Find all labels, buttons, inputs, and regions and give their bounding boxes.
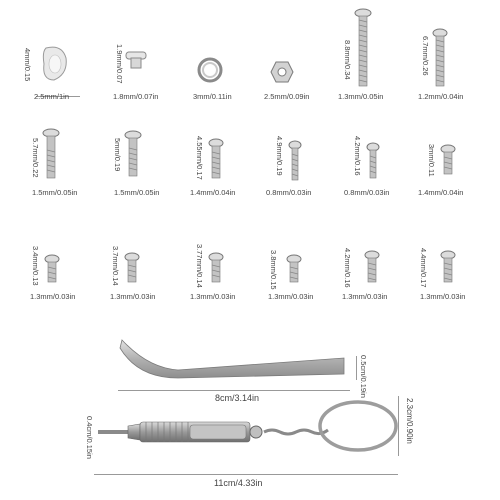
nose-pad-width: 2.5mm/1in <box>34 92 70 101</box>
screw-3-height: 3mm/0.11 <box>427 144 436 177</box>
long-screw-a-height: 8.8mm/0.34 <box>343 40 352 80</box>
screw-5-7-icon <box>42 128 60 180</box>
nose-pad-height: 4mm/0.15 <box>23 48 32 82</box>
screwdriver-tip-size: 0.4cm/0.15in <box>85 416 94 459</box>
tweezer-length: 8cm/3.14in <box>215 393 260 403</box>
screw-5-height: 5mm/0.19 <box>113 138 122 172</box>
screw-5-icon <box>124 130 142 178</box>
long-screw-b-height: 6.7mm/0.26 <box>421 36 430 76</box>
screw-5-7-height: 5.7mm/0.22 <box>31 138 40 178</box>
screw-4-4-icon <box>440 250 456 284</box>
screw-4-4-height: 4.4mm/0.17 <box>419 248 428 288</box>
screw-4-2b-height: 4.2mm/0.16 <box>343 248 352 288</box>
screw-3-7-icon <box>124 252 140 284</box>
screw-3-8-height: 3.8mm/0.15 <box>269 250 278 290</box>
screw-5-width: 1.5mm/0.05in <box>114 188 160 197</box>
screw-3-icon <box>440 144 456 176</box>
hex-nut-icon <box>270 60 294 84</box>
screwdriver-length: 11cm/4.33in <box>214 478 263 488</box>
screwdriver-icon <box>96 400 406 472</box>
screw-3-4-width: 1.3mm/0.03in <box>30 292 76 301</box>
screw-3-77-icon <box>208 252 224 284</box>
screw-4-55-width: 1.4mm/0.04in <box>190 188 236 197</box>
screw-3-width: 1.4mm/0.04in <box>418 188 464 197</box>
tweezer-thickness: 0.5cm/0.19in <box>359 355 368 398</box>
hex-nut-width: 2.5mm/0.09in <box>264 92 310 101</box>
screw-4-2-width: 0.8mm/0.03in <box>344 188 390 197</box>
spring-coil-icon <box>196 56 224 84</box>
long-screw-a-width: 1.3mm/0.05in <box>338 92 384 101</box>
washer-cap-height: 1.9mm/0.07 <box>115 44 124 84</box>
nose-pad-icon <box>38 44 72 84</box>
screw-4-9-width: 0.8mm/0.03in <box>266 188 312 197</box>
screw-4-2b-width: 1.3mm/0.03in <box>342 292 388 301</box>
screw-4-9-height: 4.9mm/0.19 <box>275 136 284 176</box>
screw-3-77-height: 3.77mm/0.14 <box>195 244 204 288</box>
screw-3-7-height: 3.7mm/0.14 <box>111 246 120 286</box>
tweezer-icon <box>118 338 348 382</box>
screw-4-2-height: 4.2mm/0.16 <box>353 136 362 176</box>
long-screw-b-icon <box>432 28 448 88</box>
washer-cap-width: 1.8mm/0.07in <box>113 92 159 101</box>
washer-cap-icon <box>124 48 148 74</box>
keyring-size: 2.3cm/0.90in <box>405 398 414 444</box>
screw-3-77-width: 1.3mm/0.03in <box>190 292 236 301</box>
long-screw-b-width: 1.2mm/0.04in <box>418 92 464 101</box>
screw-3-8-width: 1.3mm/0.03in <box>268 292 314 301</box>
screw-3-8-icon <box>286 254 302 284</box>
screw-4-55-icon <box>208 138 224 180</box>
long-screw-a-icon <box>354 8 372 88</box>
screw-4-4-width: 1.3mm/0.03in <box>420 292 466 301</box>
screw-3-7-width: 1.3mm/0.03in <box>110 292 156 301</box>
screw-3-4-height: 3.4mm/0.13 <box>31 246 40 286</box>
screw-5-7-width: 1.5mm/0.05in <box>32 188 78 197</box>
screw-3-4-icon <box>44 254 60 284</box>
screw-4-2-icon <box>366 142 380 180</box>
screw-4-2b-icon <box>364 250 380 284</box>
screw-4-9-icon <box>288 140 302 182</box>
spring-coil-width: 3mm/0.11in <box>193 92 232 101</box>
screw-4-55-height: 4.55mm/0.17 <box>195 136 204 180</box>
